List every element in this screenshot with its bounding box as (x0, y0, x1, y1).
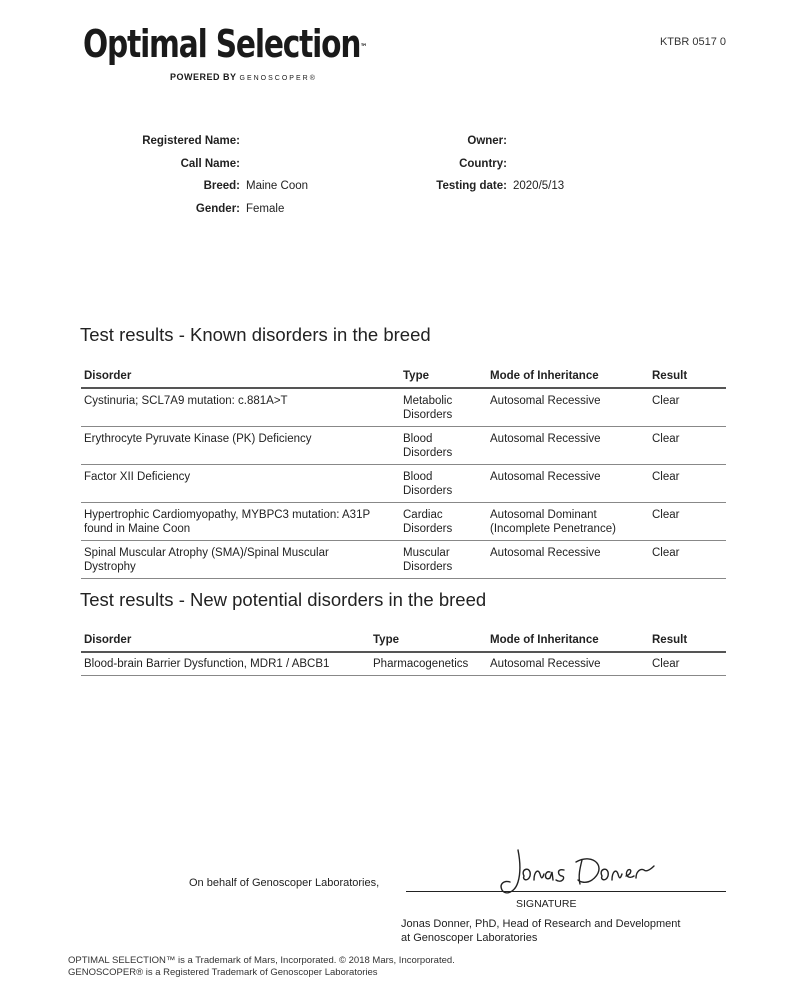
info-value: Maine Coon (246, 180, 309, 192)
signature-line (406, 891, 726, 892)
disorder-cell: Blood-brain Barrier Dysfunction, MDR1 / ABCB1 (81, 652, 370, 676)
document-id: KTBR 0517 0 (659, 36, 726, 48)
table-row (81, 388, 726, 427)
new-disorders-table (81, 630, 726, 676)
signature-label: SIGNATURE (516, 898, 577, 910)
type-cell: Pharmacogenetics (370, 652, 487, 676)
info-row-registered-name (70, 135, 308, 158)
type-cell: Muscular Disorders (400, 541, 487, 579)
info-value: 2020/5/13 (513, 180, 565, 192)
type-cell: Metabolic Disorders (400, 388, 487, 427)
column-header-result: Result (649, 630, 726, 652)
known-disorders-table (81, 366, 726, 579)
result-cell: Clear (649, 652, 726, 676)
info-row-gender (70, 203, 308, 226)
info-label: Owner: (467, 135, 507, 147)
behalf-text: On behalf of Genoscoper Laboratories, (189, 877, 380, 889)
column-header-mode-of-inheritance: Mode of Inheritance (487, 366, 649, 388)
column-header-result: Result (649, 366, 726, 388)
genoscoper-brand: GENOSCOPER® (239, 75, 317, 82)
table-header-row (81, 366, 726, 388)
logo-title: Optimal Selection™ (83, 22, 368, 66)
disorder-cell: Factor XII Deficiency (81, 465, 400, 503)
info-row-testing-date (370, 180, 564, 203)
info-row-breed (70, 180, 308, 203)
column-header-disorder: Disorder (81, 366, 400, 388)
inheritance-cell: Autosomal Recessive (487, 541, 649, 579)
column-header-disorder: Disorder (81, 630, 370, 652)
table-row (81, 465, 726, 503)
new-disorders-title: Test results - New potential disorders in the breed (80, 589, 487, 610)
known-disorders-title: Test results - Known disorders in the breed (80, 324, 431, 345)
disorder-cell: Cystinuria; SCL7A9 mutation: c.881A>T (81, 388, 400, 427)
inheritance-cell: Autosomal Recessive (487, 465, 649, 503)
footer-trademark-2: GENOSCOPER® is a Registered Trademark of Genoscoper Laboratories (68, 967, 378, 978)
info-label: Testing date: (436, 180, 507, 192)
footer (68, 955, 455, 979)
type-cell: Cardiac Disorders (400, 503, 487, 541)
table-row (81, 652, 726, 676)
disorder-cell: Spinal Muscular Atrophy (SMA)/Spinal Muscular Dystrophy (81, 541, 400, 579)
info-label: Call Name: (180, 157, 240, 170)
info-row-country (370, 158, 564, 181)
info-value: Female (246, 202, 285, 215)
info-value (240, 135, 246, 158)
table-row (81, 427, 726, 465)
info-label: Gender: (195, 202, 240, 215)
table-row (81, 503, 726, 541)
type-cell: Blood Disorders (400, 465, 487, 503)
inheritance-cell: Autosomal Recessive (487, 388, 649, 427)
table-header-row (81, 630, 726, 652)
signer-organization: at Genoscoper Laboratories (401, 931, 538, 944)
column-header-type: Type (370, 630, 487, 652)
result-cell: Clear (649, 465, 726, 503)
column-header-type: Type (400, 366, 487, 388)
inheritance-cell: Autosomal Dominant (Incomplete Penetrance) (487, 503, 649, 541)
info-value (507, 135, 513, 158)
result-cell: Clear (649, 541, 726, 579)
animal-info (70, 135, 308, 225)
info-label: Country: (459, 157, 507, 170)
owner-info (370, 135, 564, 203)
info-label: Breed: (203, 180, 240, 192)
result-cell: Clear (649, 427, 726, 465)
type-cell: Blood Disorders (400, 427, 487, 465)
inheritance-cell: Autosomal Recessive (487, 652, 649, 676)
signer-details (401, 918, 680, 945)
brand-logo (83, 22, 448, 66)
table-row (81, 541, 726, 579)
inheritance-cell: Autosomal Recessive (487, 427, 649, 465)
column-header-mode-of-inheritance: Mode of Inheritance (487, 630, 649, 652)
result-cell: Clear (649, 503, 726, 541)
info-row-call-name (70, 158, 308, 181)
info-row-owner (370, 135, 564, 158)
info-value (240, 158, 246, 181)
info-value (507, 158, 513, 181)
result-cell: Clear (649, 388, 726, 427)
powered-by-line: POWERED BY GENOSCOPER® (170, 72, 317, 82)
footer-trademark-1: OPTIMAL SELECTION™ is a Trademark of Mars, Incorporated. © 2018 Mars, Incorporated. (68, 955, 455, 966)
info-label: Registered Name: (142, 135, 240, 147)
signer-name-title: Jonas Donner, PhD, Head of Research and Development (401, 918, 681, 930)
disorder-cell: Hypertrophic Cardiomyopathy, MYBPC3 mutation: A31P found in Maine Coon (81, 503, 400, 541)
disorder-cell: Erythrocyte Pyruvate Kinase (PK) Deficiency (81, 427, 400, 465)
